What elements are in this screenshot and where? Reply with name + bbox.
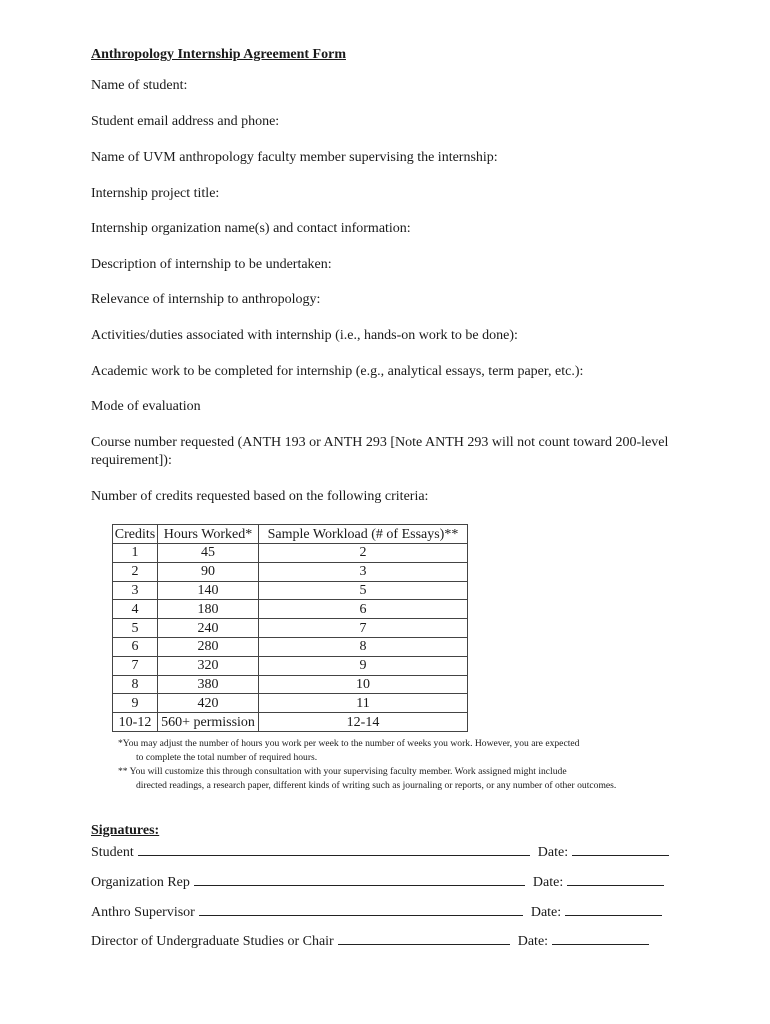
cell-workload: 9 [259,656,468,675]
signature-line[interactable] [199,901,523,916]
signature-row-student [91,841,669,861]
field-relevance: Relevance of internship to anthropology: [91,292,321,307]
cell-credits: 3 [113,581,158,600]
cell-credits: 7 [113,656,158,675]
signature-row-anthro-supervisor [91,901,662,921]
cell-workload: 7 [259,619,468,638]
cell-hours: 380 [158,675,259,694]
field-student-name: Name of student: [91,78,188,93]
cell-hours: 560+ permission [158,713,259,732]
date-line[interactable] [572,841,669,856]
field-course-number: Course number requested (ANTH 193 or ANTH 293 [Note ANTH 293 will not count toward 200-level requirement]): [91,435,669,468]
form-title: Anthropology Internship Agreement Form [91,47,346,62]
date-label: Date: [530,905,562,920]
cell-hours: 420 [158,694,259,713]
signature-row-organization-rep [91,871,664,891]
table-row [113,675,468,694]
cell-hours: 90 [158,562,259,581]
cell-workload: 2 [259,544,468,563]
cell-credits: 6 [113,637,158,656]
signature-line[interactable] [138,841,530,856]
signatures-heading: Signatures: [91,823,160,838]
footnote-workload [118,765,678,792]
cell-hours: 280 [158,637,259,656]
footnote-hours [118,737,678,764]
footnote-workload-first: ** You will customize this through consultation with your supervising faculty member. Work assigned might include [118,766,567,777]
field-student-contact: Student email address and phone: [91,114,280,129]
cell-credits: 10-12 [113,713,158,732]
header-sample-workload: Sample Workload (# of Essays)** [259,525,468,544]
table-row [113,694,468,713]
date-line[interactable] [565,901,662,916]
signature-label: Organization Rep [91,875,190,890]
table-row [113,581,468,600]
cell-credits: 9 [113,694,158,713]
date-label: Date: [537,845,569,860]
cell-workload: 11 [259,694,468,713]
cell-hours: 180 [158,600,259,619]
field-project-title: Internship project title: [91,186,220,201]
table-header-row [113,525,468,544]
cell-workload: 5 [259,581,468,600]
table-row [113,544,468,563]
signature-line[interactable] [194,871,525,886]
date-label: Date: [532,875,564,890]
field-description: Description of internship to be undertaken: [91,257,332,272]
cell-workload: 10 [259,675,468,694]
cell-workload: 6 [259,600,468,619]
cell-credits: 5 [113,619,158,638]
footnote-workload-rest: directed readings, a research paper, different kinds of writing such as journaling or reports, or any number of other outcomes. [136,779,617,791]
cell-credits: 8 [113,675,158,694]
table-row [113,619,468,638]
date-line[interactable] [567,871,664,886]
field-organization: Internship organization name(s) and contact information: [91,221,411,236]
cell-credits: 4 [113,600,158,619]
date-label: Date: [517,934,549,949]
header-hours-worked: Hours Worked* [158,525,259,544]
cell-workload: 12-14 [259,713,468,732]
table-row [113,600,468,619]
signature-label: Student [91,845,134,860]
cell-hours: 240 [158,619,259,638]
cell-hours: 140 [158,581,259,600]
table-row [113,562,468,581]
footnote-hours-rest: to complete the total number of required hours. [136,751,318,763]
field-mode-of-evaluation: Mode of evaluation [91,399,201,414]
signature-label: Anthro Supervisor [91,905,195,920]
table-row [113,656,468,675]
table-row [113,637,468,656]
credits-criteria-table [112,524,468,732]
cell-workload: 3 [259,562,468,581]
field-academic-work: Academic work to be completed for internship (e.g., analytical essays, term paper, etc.): [91,364,584,379]
cell-workload: 8 [259,637,468,656]
table-row [113,713,468,732]
footnote-hours-first: *You may adjust the number of hours you work per week to the number of weeks you work. However, you are expected [118,738,580,749]
signature-label: Director of Undergraduate Studies or Chair [91,934,334,949]
header-credits: Credits [113,525,158,544]
signature-row-director [91,930,649,950]
cell-hours: 320 [158,656,259,675]
date-line[interactable] [552,930,649,945]
field-faculty-supervisor: Name of UVM anthropology faculty member supervising the internship: [91,150,498,165]
cell-credits: 1 [113,544,158,563]
cell-credits: 2 [113,562,158,581]
cell-hours: 45 [158,544,259,563]
field-activities: Activities/duties associated with internship (i.e., hands-on work to be done): [91,328,518,343]
signature-line[interactable] [338,930,510,945]
field-credits-requested: Number of credits requested based on the following criteria: [91,489,429,504]
